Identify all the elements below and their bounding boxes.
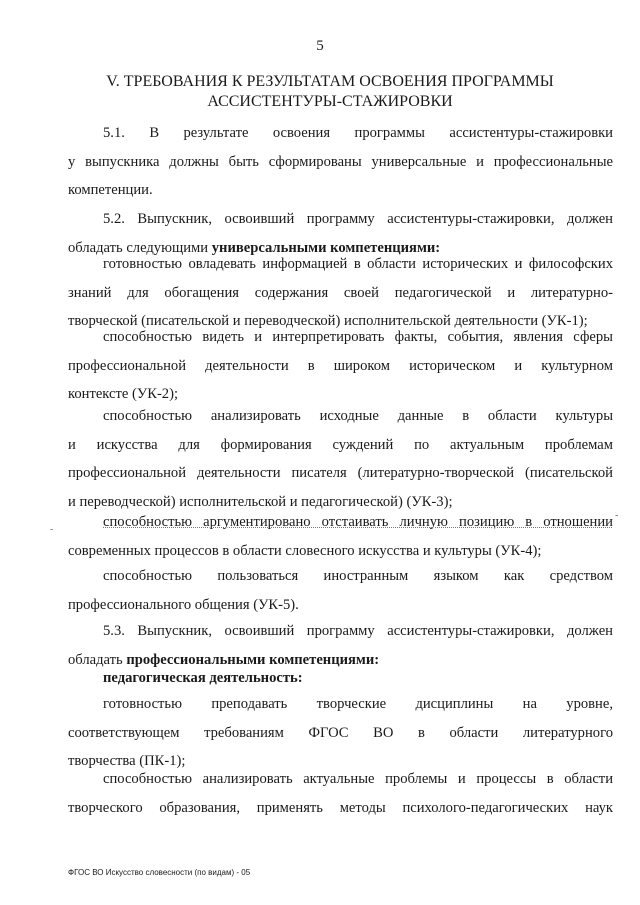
text-line: контексте (УК-2); <box>68 386 179 402</box>
text-line: 5.2. Выпускник, освоивший программу ассистентуры-стажировки, должен <box>103 211 613 227</box>
heading-line-1: V. ТРЕБОВАНИЯ К РЕЗУЛЬТАТАМ ОСВОЕНИЯ ПРОГРАММЫ <box>106 73 554 90</box>
page-footer: ФГОС ВО Искусство словесности (по видам) - 05 <box>68 868 251 877</box>
text-line: способностью анализировать актуальные проблемы и процессы в области <box>103 771 613 787</box>
text-line: творческого образования, применять методы психолого-педагогических наук <box>68 799 613 816</box>
subheading-text: педагогическая деятельность: <box>103 670 303 686</box>
paragraph-5-1 <box>68 119 613 205</box>
competence-pk2 <box>68 765 613 822</box>
text-line: профессиональной деятельности в широком историческом и культурном <box>68 357 613 374</box>
page-number: 5 <box>316 38 324 54</box>
text-line: знаний для обогащения содержания своей педагогической и литературно- <box>68 284 613 301</box>
text-line: и искусства для формирования суждений по актуальным проблемам <box>68 436 613 453</box>
scan-artifact: - <box>50 524 54 535</box>
text-line: творческой (писательской и переводческой) исполнительской деятельности (УК-1); <box>68 313 588 329</box>
subheading-pedagogical <box>68 664 613 693</box>
text-line: способностью пользоваться иностранным языком как средством <box>103 568 613 584</box>
text-line: 5.3. Выпускник, освоивший программу ассистентуры-стажировки, должен <box>103 623 613 639</box>
text-line: готовностью овладевать информацией в области исторических и философских <box>103 256 613 272</box>
text-line: у выпускника должны быть сформированы универсальные и профессиональные <box>68 153 613 170</box>
competence-uk2 <box>68 323 613 409</box>
text-span: обладать <box>68 651 127 668</box>
text-line: профессионального общения (УК-5). <box>68 596 299 613</box>
competence-uk4 <box>68 508 613 565</box>
text-line: и переводческой) исполнительской и педагогической) (УК-3); <box>68 493 453 510</box>
text-line: способностью аргументировано отстаивать личную позицию в отношении <box>103 514 613 530</box>
bold-term: универсальными компетенциями: <box>211 239 441 256</box>
text-line: способностью видеть и интерпретировать факты, события, явления сферы <box>103 329 613 345</box>
competence-uk3 <box>68 402 613 516</box>
section-heading <box>60 72 600 112</box>
bold-term: профессиональными компетенциями: <box>126 651 380 668</box>
text-line: готовностью преподавать творческие дисциплины на уровне, <box>103 696 613 712</box>
text-line: 5.1. В результате освоения программы ассистентуры-стажировки <box>103 125 613 141</box>
text-line: компетенции. <box>68 182 153 198</box>
text-span: обладать следующими <box>68 239 212 256</box>
heading-line-2: АССИСТЕНТУРЫ-СТАЖИРОВКИ <box>207 93 453 110</box>
text-line: профессиональной деятельности писателя (литературно-творческой (писательской <box>68 465 613 481</box>
text-line: способностью анализировать исходные данные в области культуры <box>103 408 613 424</box>
competence-uk5 <box>68 562 613 619</box>
text-line: современных процессов в области словесного искусства и культуры (УК-4); <box>68 542 542 559</box>
text-line: творчества (ПК-1); <box>68 753 186 769</box>
text-line: соответствующем требованиям ФГОС ВО в области литературного <box>68 724 613 741</box>
scan-artifact: - <box>615 510 619 521</box>
competence-pk1 <box>68 690 613 776</box>
